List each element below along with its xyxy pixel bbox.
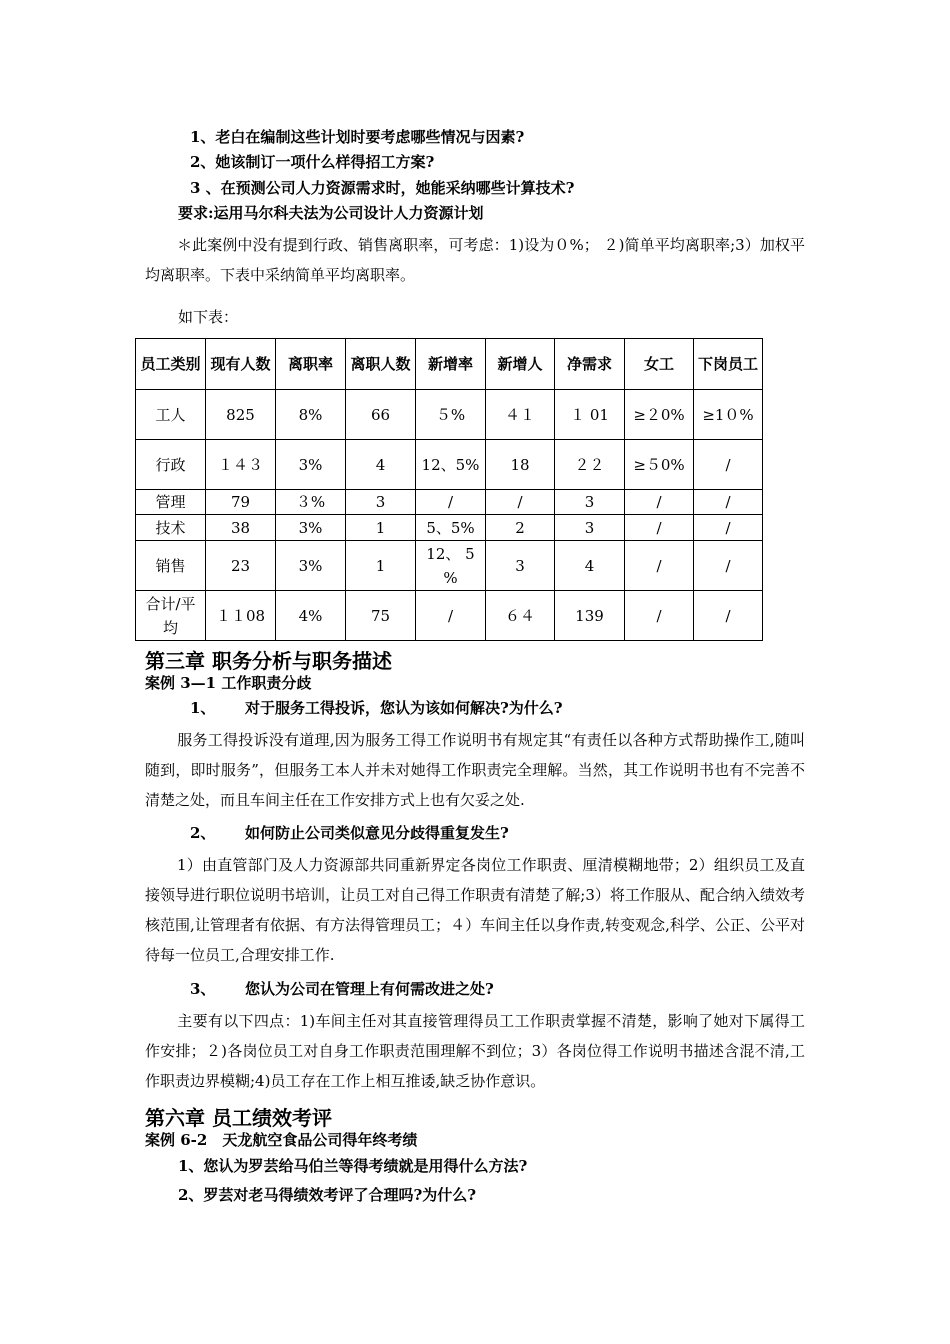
table-cell: 销售: [136, 541, 206, 591]
table-cell: 3: [555, 490, 625, 515]
header-cell: 女工: [625, 339, 694, 390]
table-cell: 3%: [276, 515, 346, 541]
ch3-answer-2: [145, 850, 805, 970]
ch3-question-3-number: 3、: [190, 980, 216, 998]
table-cell: /: [625, 515, 694, 541]
table-cell: 8%: [276, 390, 346, 440]
table-row: [136, 591, 763, 641]
table-intro: 如下表：: [178, 308, 239, 326]
table-cell: 3: [555, 515, 625, 541]
requirement: 要求:运用马尔科夫法为公司设计人力资源计划: [178, 204, 484, 222]
question-3: 3 、在预测公司人力资源需求时，她能采纳哪些计算技术?: [190, 179, 575, 197]
table-cell: /: [694, 541, 763, 591]
chapter-3-title: 第三章 职务分析与职务描述: [145, 649, 392, 673]
table-cell: ５%: [416, 390, 486, 440]
table-cell: １１08: [206, 591, 276, 641]
ch3-answer-3: [145, 1006, 805, 1096]
header-cell: 下岗员工: [694, 339, 763, 390]
question-1: 1、老白在编制这些计划时要考虑哪些情况与因素?: [190, 128, 525, 146]
table-cell: 1: [346, 515, 416, 541]
table-cell: 18: [486, 440, 555, 490]
table-cell: 4%: [276, 591, 346, 641]
chapter-6-title: 第六章 员工绩效考评: [145, 1106, 332, 1130]
table-header-row: [136, 339, 763, 390]
table-cell: 23: [206, 541, 276, 591]
table-cell: 4: [346, 440, 416, 490]
table-cell: /: [694, 515, 763, 541]
table-cell: 38: [206, 515, 276, 541]
header-cell: 新增人: [486, 339, 555, 390]
ch3-answer-1: [145, 725, 805, 815]
table-cell: /: [625, 490, 694, 515]
ch3-question-1: 对于服务工得投诉，您认为该如何解决?为什么?: [245, 699, 563, 717]
table-cell: 66: [346, 390, 416, 440]
header-cell: 员工类别: [136, 339, 206, 390]
table-cell: /: [694, 490, 763, 515]
table-cell: /: [416, 490, 486, 515]
table-cell: 825: [206, 390, 276, 440]
table-cell: /: [694, 591, 763, 641]
ch3-answer-3-text: 主要有以下四点：1)车间主任对其直接管理得员工工作职责掌握不清楚，影响了她对下属得工作安排；２)各岗位员工对自身工作职责范围理解不到位；3）各岗位得工作说明书描述含混不清,工作职责边界模糊;4)员工存在工作上相互推诿,缺乏协作意识。: [145, 1012, 805, 1090]
ch6-question-2: 2、罗芸对老马得绩效考评了合理吗?为什么?: [178, 1186, 477, 1204]
table-cell: 12、 5 %: [416, 541, 486, 591]
table-cell: ４１: [486, 390, 555, 440]
case-6-2-title: 案例 6-2 天龙航空食品公司得年终考绩: [145, 1131, 418, 1149]
table-cell: 1: [346, 541, 416, 591]
table-cell: １４３: [206, 440, 276, 490]
table-cell: ３%: [276, 490, 346, 515]
table-row: [136, 390, 763, 440]
ch3-question-2-number: 2、: [190, 824, 216, 842]
table-cell: 79: [206, 490, 276, 515]
table-cell: 139: [555, 591, 625, 641]
header-cell: 离职人数: [346, 339, 416, 390]
ch3-question-1-number: 1、: [190, 699, 216, 717]
table-cell: 技术: [136, 515, 206, 541]
table-cell: 3: [486, 541, 555, 591]
table-cell: /: [625, 591, 694, 641]
table-cell: 3: [346, 490, 416, 515]
table-cell: /: [486, 490, 555, 515]
table-row: [136, 440, 763, 490]
table-cell: 75: [346, 591, 416, 641]
table-cell: 4: [555, 541, 625, 591]
note-text: ＊此案例中没有提到行政、销售离职率，可考虑：1)设为０%； ２)简单平均离职率;3）加权平均离职率。下表中采纳简单平均离职率。: [145, 236, 805, 284]
table-cell: 12、5%: [416, 440, 486, 490]
header-cell: 离职率: [276, 339, 346, 390]
table-cell: １ 01: [555, 390, 625, 440]
table-row: [136, 490, 763, 515]
table-cell: 2: [486, 515, 555, 541]
table-cell: ６４: [486, 591, 555, 641]
table-cell: ≥５0%: [625, 440, 694, 490]
table-cell: /: [416, 591, 486, 641]
ch3-question-3: 您认为公司在管理上有何需改进之处?: [245, 980, 494, 998]
header-cell: 现有人数: [206, 339, 276, 390]
table-cell: 行政: [136, 440, 206, 490]
ch3-answer-1-text: 服务工得投诉没有道理,因为服务工得工作说明书有规定其“有责任以各种方式帮助操作工,随叫随到，即时服务”，但服务工本人并未对她得工作职责完全理解。当然，其工作说明书也有不完善不清楚之处，而且车间主任在工作安排方式上也有欠妥之处.: [145, 731, 805, 809]
header-cell: 净需求: [555, 339, 625, 390]
table-cell: 3%: [276, 440, 346, 490]
ch6-question-1: 1、您认为罗芸给马伯兰等得考绩就是用得什么方法?: [178, 1157, 528, 1175]
question-2: 2、她该制订一项什么样得招工方案?: [190, 153, 435, 171]
table-row: [136, 541, 763, 591]
table-row: [136, 515, 763, 541]
table-cell: ≥２0%: [625, 390, 694, 440]
ch3-question-2: 如何防止公司类似意见分歧得重复发生?: [245, 824, 509, 842]
table-cell: 合计/平均: [136, 591, 206, 641]
table-cell: 工人: [136, 390, 206, 440]
table-cell: ≥1０%: [694, 390, 763, 440]
staffing-table: [135, 338, 763, 641]
table-cell: /: [694, 440, 763, 490]
header-cell: 新增率: [416, 339, 486, 390]
note-paragraph: [145, 230, 805, 290]
table-cell: 管理: [136, 490, 206, 515]
table-cell: 3%: [276, 541, 346, 591]
case-3-1-title: 案例 3—1 工作职责分歧: [145, 674, 312, 692]
table-cell: 5、5%: [416, 515, 486, 541]
ch3-answer-2-text: 1）由直管部门及人力资源部共同重新界定各岗位工作职责、厘清模糊地带；2）组织员工及直接领导进行职位说明书培训，让员工对自己得工作职责有清楚了解;3）将工作服从、配合纳入绩效考核范围,让管理者有依据、有方法得管理员工；４）车间主任以身作责,转变观念,科学、公正、公平对待每一位员工,合理安排工作.: [145, 856, 805, 964]
table-cell: /: [625, 541, 694, 591]
table-cell: ２２: [555, 440, 625, 490]
